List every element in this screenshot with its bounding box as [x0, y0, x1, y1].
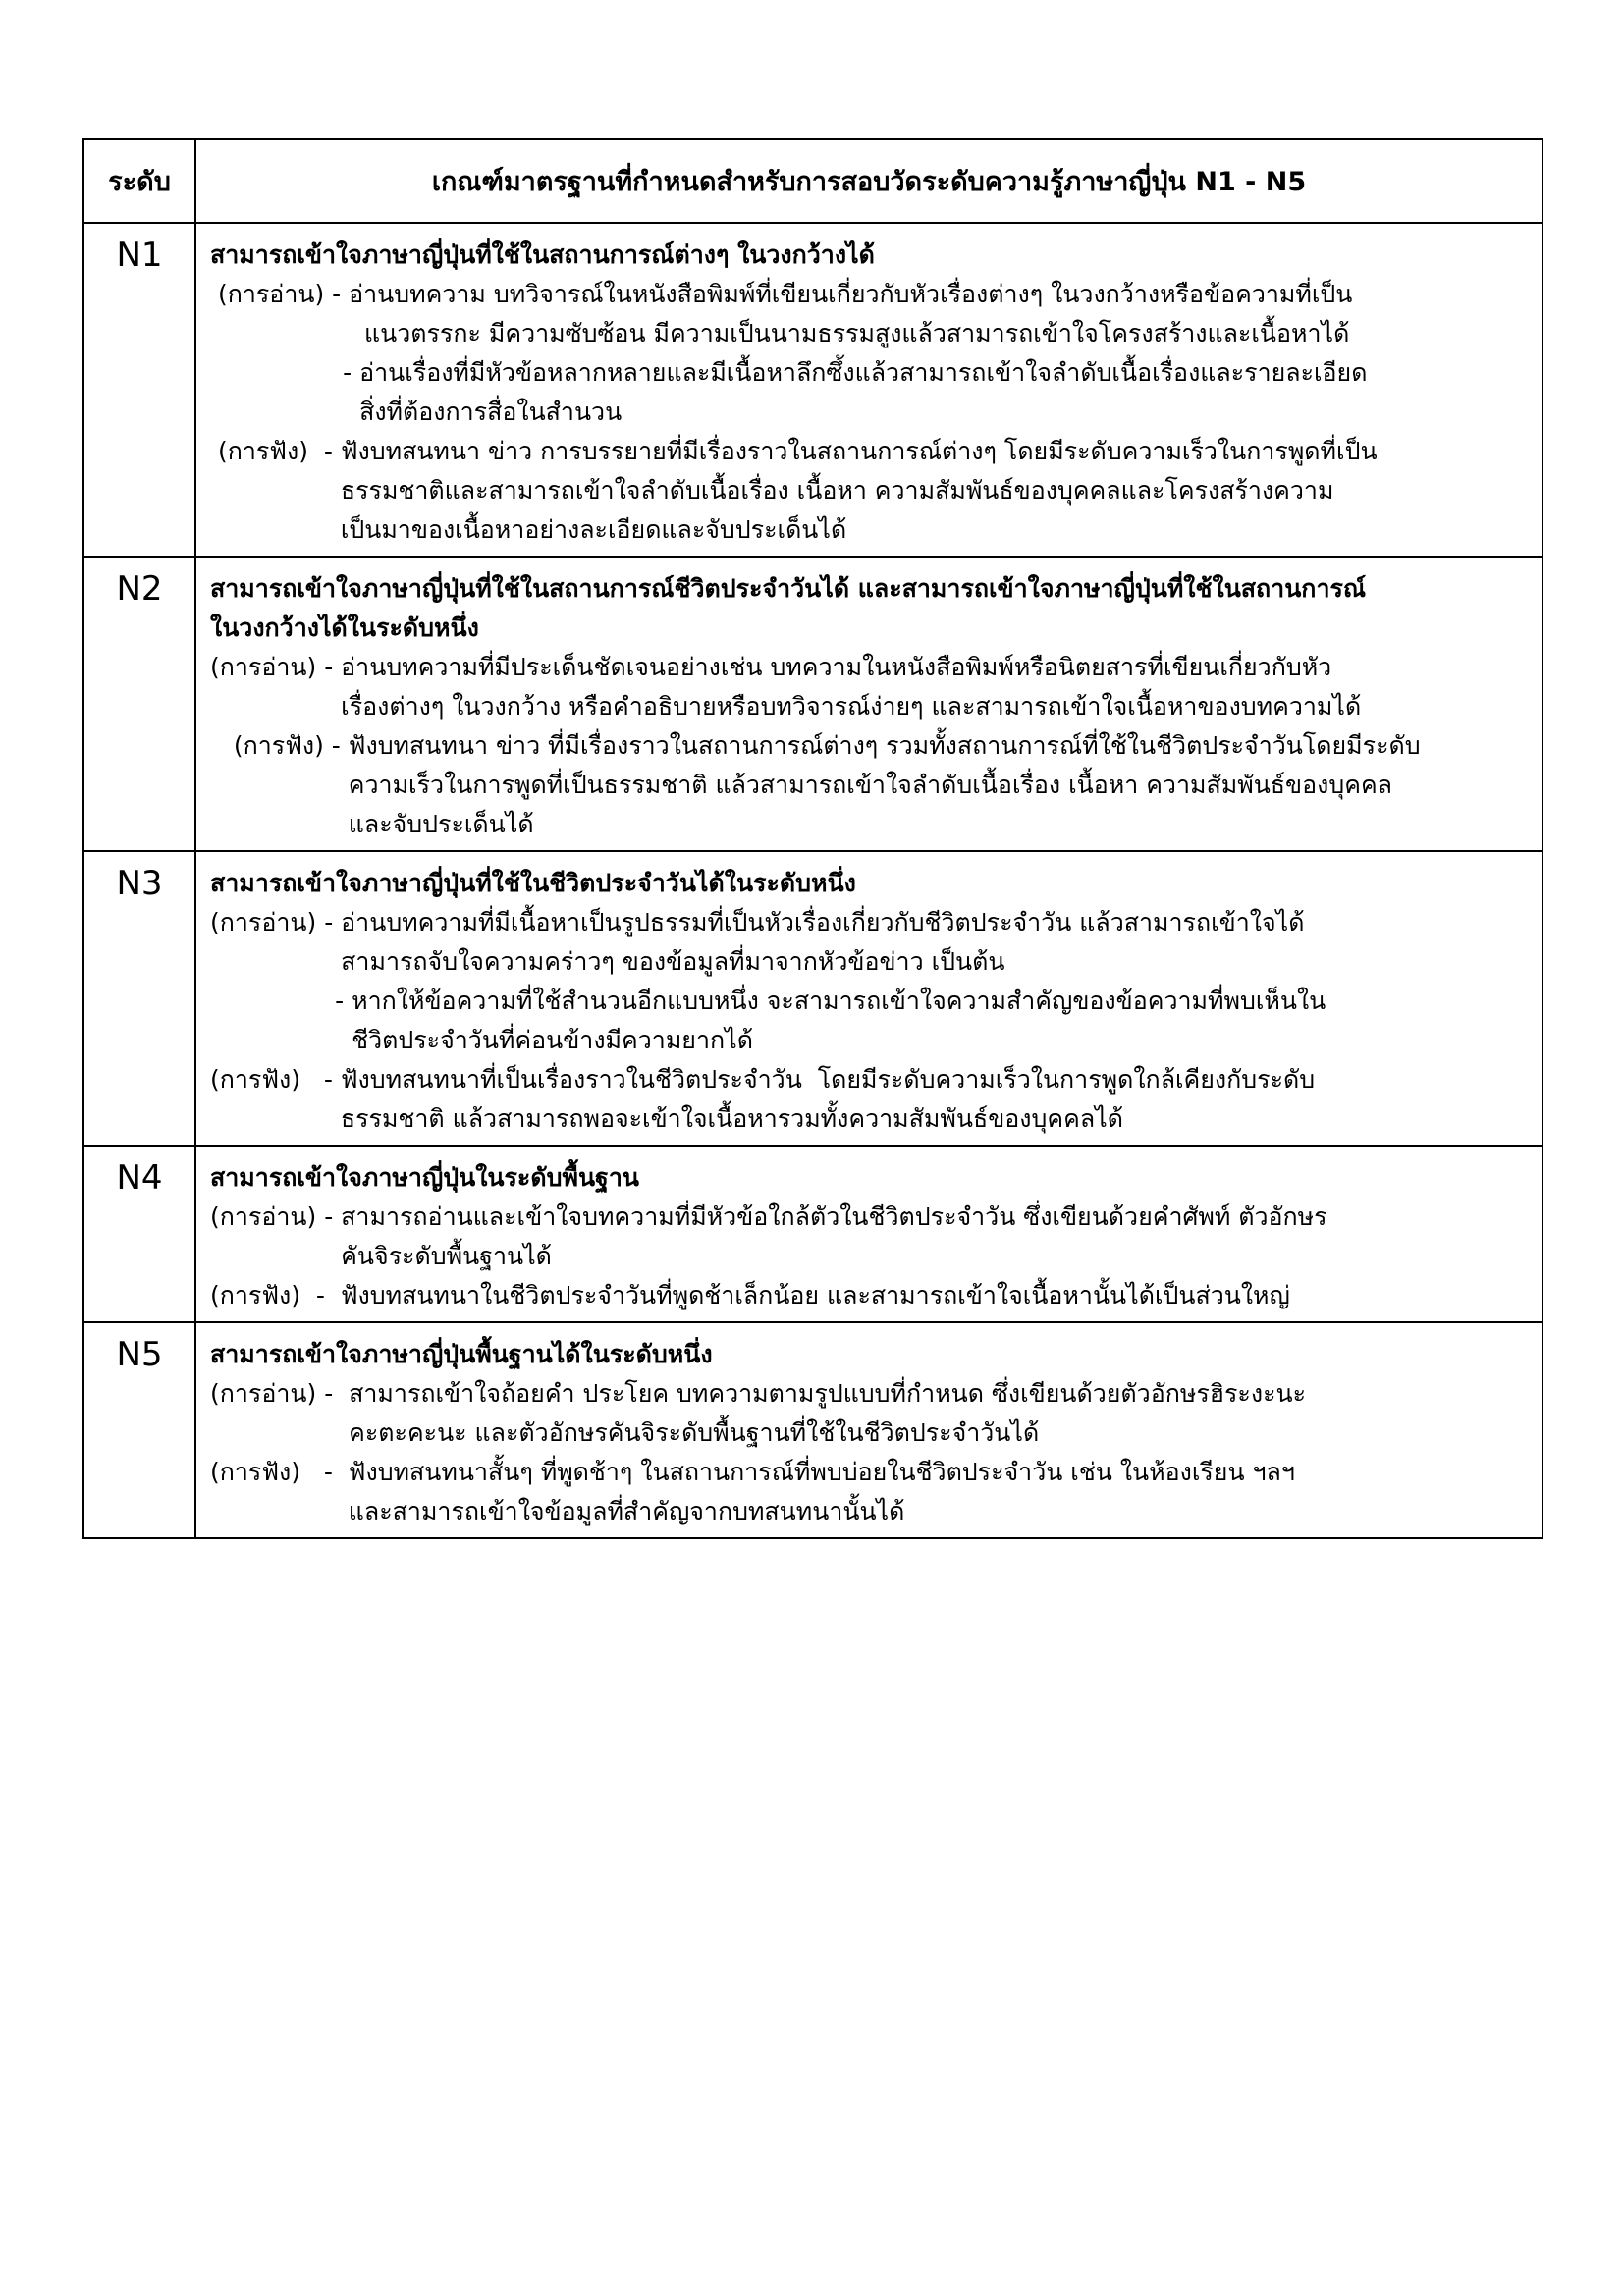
skill-text [341, 1060, 1536, 1139]
table-body [83, 223, 1543, 1538]
skill-text-line: ฟังบทสนทนา ข่าว การบรรยายที่มีเรื่องราวในสถานการณ์ต่างๆ โดยมีระดับความเร็วในการพูดที่เป็น [340, 437, 1378, 465]
skill-text-line: ความเร็วในการพูดที่เป็นธรรมชาติ แล้วสามารถเข้าใจลำดับเนื้อเรื่อง เนื้อหา ความสัมพันธ์ของบุคคล [348, 771, 1392, 799]
skill-entry [210, 275, 1536, 353]
description-cell [195, 851, 1543, 1146]
skill-label: (การอ่าน) - [210, 908, 342, 936]
skill-text [349, 1453, 1536, 1531]
level-cell: N3 [83, 851, 195, 1146]
skill-text [341, 1276, 1536, 1315]
skill-entry [210, 648, 1536, 726]
skill-entry [210, 1453, 1536, 1531]
skill-label: (การฟัง) - [210, 437, 341, 465]
skill-label: (การฟัง) - [210, 731, 349, 760]
skill-text-line: อ่านบทความ บทวิจารณ์ในหนังสือพิมพ์ที่เขียนเกี่ยวกับหัวเรื่องต่างๆ ในวงกว้างหรือข้อความที่เป็น [349, 280, 1353, 308]
description-cell [195, 1146, 1543, 1322]
table-header-row [83, 139, 1543, 223]
skill-entry [210, 726, 1536, 844]
description-cell [195, 223, 1543, 557]
description-cell [195, 1322, 1543, 1538]
skill-text-line: เป็นมาของเนื้อหาอย่างละเอียดและจับประเด็นได้ [340, 515, 847, 544]
skill-text-line: สามารถจับใจความคร่าวๆ ของข้อมูลที่มาจากหัวข้อข่าว เป็นต้น [341, 947, 1005, 976]
skill-label: (การอ่าน) - [210, 280, 350, 308]
skill-text [341, 648, 1536, 726]
skill-text [349, 726, 1536, 844]
skill-entry [210, 353, 1536, 432]
table-row [83, 851, 1543, 1146]
skill-text-line: หากให้ข้อความที่ใช้สำนวนอีกแบบหนึ่ง จะสามารถเข้าใจความสำคัญของข้อความที่พบเห็นใน [352, 987, 1326, 1015]
table-row [83, 1322, 1543, 1538]
skill-label: (การฟัง) - [210, 1065, 341, 1094]
skill-text [341, 1198, 1536, 1276]
skill-label: (การฟัง) - [210, 1281, 341, 1309]
skill-text-line: อ่านเรื่องที่มีหัวข้อหลากหลายและมีเนื้อหาลึกซึ้งแล้วสามารถเข้าใจลำดับเนื้อเรื่องและรายละเอียด [359, 358, 1368, 387]
table-row [83, 1146, 1543, 1322]
skill-label: (การอ่าน) - [210, 653, 342, 681]
skill-text-line: แนวตรรกะ มีความซับซ้อน มีความเป็นนามธรรมสูงแล้วสามารถเข้าใจโครงสร้างและเนื้อหาได้ [349, 319, 1350, 347]
description-cell [195, 557, 1543, 851]
skill-text-line: ฟังบทสนทนาในชีวิตประจำวันที่พูดช้าเล็กน้อย และสามารถเข้าใจเนื้อหานั้นได้เป็นส่วนใหญ่ [340, 1281, 1290, 1309]
skill-text [352, 982, 1536, 1060]
skill-text-line: คันจิระดับพื้นฐานได้ [341, 1242, 552, 1270]
skill-text-line: เรื่องต่างๆ ในวงกว้าง หรือคำอธิบายหรือบทวิจารณ์ง่ายๆ และสามารถเข้าใจเนื้อหาของบทความได้ [341, 692, 1362, 721]
skill-text-line: สามารถเข้าใจถ้อยคำ ประโยค บทความตามรูปแบบที่กำหนด ซึ่งเขียนด้วยตัวอักษรฮิระงะนะ [349, 1379, 1307, 1408]
header-description: เกณฑ์มาตรฐานที่กำหนดสำหรับการสอบวัดระดับความรู้ภาษาญี่ปุ่น N1 - N5 [195, 139, 1543, 223]
table-row [83, 557, 1543, 851]
skill-text-line: สิ่งที่ต้องการสื่อในสำนวน [359, 398, 623, 426]
skill-text-line: ฟังบทสนทนาสั้นๆ ที่พูดช้าๆ ในสถานการณ์ที่พบบ่อยในชีวิตประจำวัน เช่น ในห้องเรียน ฯลฯ [348, 1458, 1295, 1486]
skill-text-line: และจับประเด็นได้ [348, 810, 534, 838]
jlpt-criteria-table [82, 138, 1543, 1539]
skill-text-line: ฟังบทสนทนาที่เป็นเรื่องราวในชีวิตประจำวัน โดยมีระดับความเร็วในการพูดใกล้เคียงกับระดับ [340, 1065, 1316, 1094]
skill-text [341, 903, 1536, 982]
level-summary: สามารถเข้าใจภาษาญี่ปุ่นที่ใช้ในสถานการณ์ชีวิตประจำวันได้ และสามารถเข้าใจภาษาญี่ปุ่นที่ใช้ในสถานการณ์ [210, 574, 1367, 603]
skill-text-line: และสามารถเข้าใจข้อมูลที่สำคัญจากบทสนทนานั้นได้ [348, 1497, 905, 1525]
skill-text-line: ธรรมชาติและสามารถเข้าใจลำดับเนื้อเรื่อง เนื้อหา ความสัมพันธ์ของบุคคลและโครงสร้างความ [340, 476, 1334, 505]
skill-entry [210, 1198, 1536, 1276]
skill-entry [210, 1060, 1536, 1139]
skill-entry [210, 432, 1536, 550]
level-summary: สามารถเข้าใจภาษาญี่ปุ่นที่ใช้ในสถานการณ์ต่างๆ ในวงกว้างได้ [210, 240, 875, 269]
skill-entry [210, 982, 1536, 1060]
level-summary: สามารถเข้าใจภาษาญี่ปุ่นในระดับพื้นฐาน [210, 1163, 639, 1192]
skill-text [341, 432, 1536, 550]
level-cell: N4 [83, 1146, 195, 1322]
level-cell: N2 [83, 557, 195, 851]
skill-text [349, 275, 1536, 353]
table-row [83, 223, 1543, 557]
skill-text-line: สามารถอ่านและเข้าใจบทความที่มีหัวข้อใกล้ตัวในชีวิตประจำวัน ซึ่งเขียนด้วยคำศัพท์ ตัวอักษร [341, 1202, 1327, 1231]
level-cell: N1 [83, 223, 195, 557]
level-cell: N5 [83, 1322, 195, 1538]
skill-text-line: ฟังบทสนทนา ข่าว ที่มีเรื่องราวในสถานการณ์ต่างๆ รวมทั้งสถานการณ์ที่ใช้ในชีวิตประจำวันโดยมีระดับ [348, 731, 1421, 760]
skill-label: (การอ่าน) - [210, 1379, 350, 1408]
skill-text-line: อ่านบทความที่มีประเด็นชัดเจนอย่างเช่น บทความในหนังสือพิมพ์หรือนิตยสารที่เขียนเกี่ยวกับหัว [341, 653, 1332, 681]
skill-label: (การอ่าน) - [210, 1202, 342, 1231]
skill-text-line: ธรรมชาติ แล้วสามารถพอจะเข้าใจเนื้อหารวมทั้งความสัมพันธ์ของบุคคลได้ [340, 1104, 1123, 1133]
skill-text-line: ชีวิตประจำวันที่ค่อนข้างมีความยากได้ [352, 1026, 753, 1054]
skill-text [349, 1374, 1536, 1453]
level-summary: สามารถเข้าใจภาษาญี่ปุ่นที่ใช้ในชีวิตประจำวันได้ในระดับหนึ่ง [210, 869, 856, 897]
skill-label: - [210, 987, 352, 1015]
skill-text-line: อ่านบทความที่มีเนื้อหาเป็นรูปธรรมที่เป็นหัวเรื่องเกี่ยวกับชีวิตประจำวัน แล้วสามารถเข้าใจได้ [341, 908, 1305, 936]
level-summary: ในวงกว้างได้ในระดับหนึ่ง [210, 614, 479, 642]
skill-label: (การฟัง) - [210, 1458, 349, 1486]
header-level: ระดับ [83, 139, 195, 223]
skill-entry [210, 903, 1536, 982]
level-summary: สามารถเข้าใจภาษาญี่ปุ่นพื้นฐานได้ในระดับหนึ่ง [210, 1340, 713, 1368]
skill-text-line: คะตะคะนะ และตัวอักษรคันจิระดับพื้นฐานที่ใช้ในชีวิตประจำวันได้ [349, 1418, 1040, 1447]
skill-entry [210, 1276, 1536, 1315]
skill-label: - [210, 358, 360, 387]
skill-text [359, 353, 1536, 432]
skill-entry [210, 1374, 1536, 1453]
